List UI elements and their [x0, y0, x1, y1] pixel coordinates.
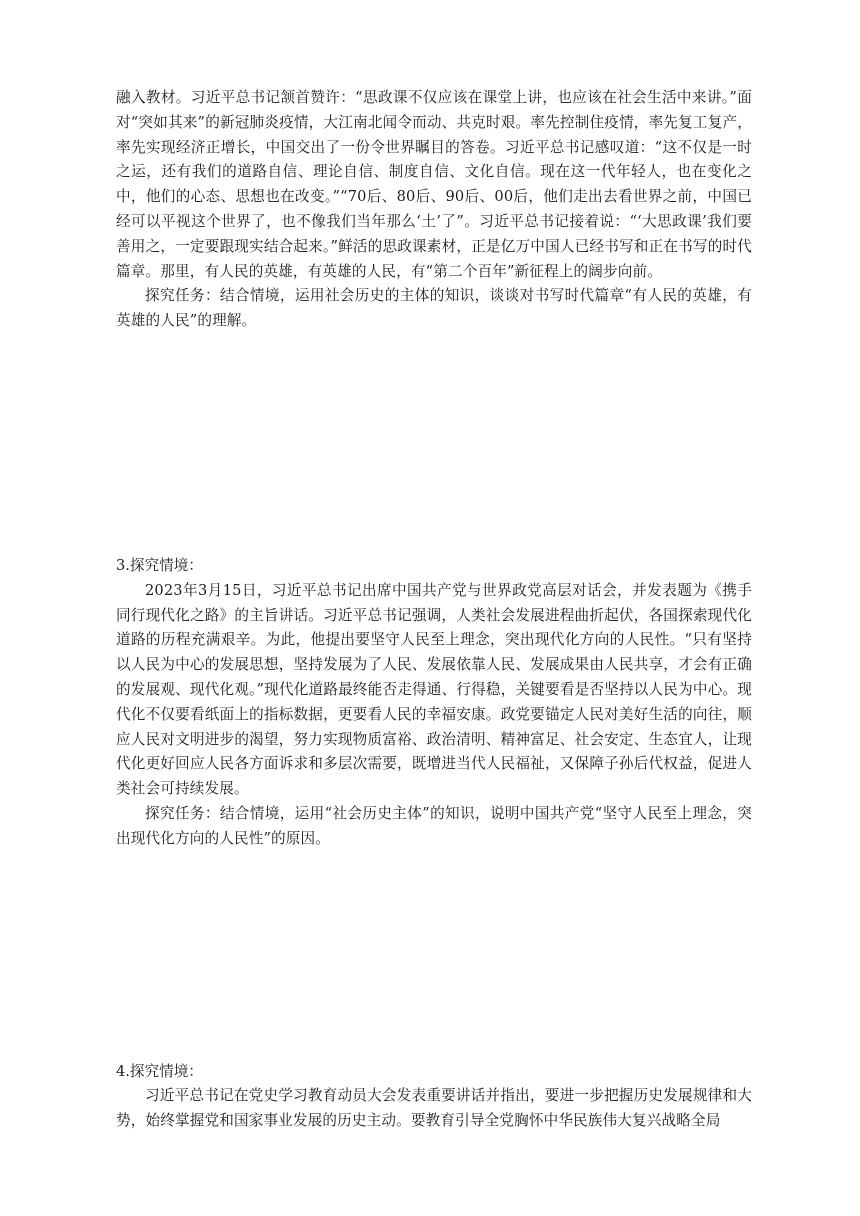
section3-task: 探究任务：结合情境，运用“社会历史主体”的知识，说明中国共产党“坚守人民至上理念，突出现代化方向的人民性”的原因。	[116, 804, 752, 847]
section3-context: 2023年3月15日，习近平总书记出席中国共产党与世界政党高层对话会，并发表题为《携手同行现代化之路》的主旨讲话。习近平总书记强调，人类社会发展进程曲折起伏，各国探索现代化道路的历程充满艰辛。为此，他提出要坚守人民至上理念，突出现代化方向的人民性。“只有坚持以人民为中心的发展思想，坚持发展为了人民、发展依靠人民、发展成果由人民共享，才会有正确的发展观、现代化观。”现代化道路最终能否走得通、行得稳，关键要看是否坚持以人民为中心。现代化不仅要看纸面上的指标数据，更要看人民的幸福安康。政党要锚定人民对美好生活的向往，顺应人民对文明进步的渴望，努力实现物质富裕、政治清明、精神富足、社会安定、生态宜人，让现代化更好回应人民各方面诉求和多层次需要，既增进当代人民福祉，又保障子孙后代权益，促进人类社会可持续发展。	[116, 581, 752, 798]
section4-heading: 4.探究情境：	[116, 1062, 203, 1080]
document-page	[116, 86, 752, 1134]
section2-context: 融入教材。习近平总书记颔首赞许：“思政课不仅应该在课堂上讲，也应该在社会生活中来讲。”面对“突如其来”的新冠肺炎疫情，大江南北闻令而动、共克时艰。率先控制住疫情，率先复工复产，率先实现经济正增长，中国交出了一份令世界瞩目的答卷。习近平总书记感叹道：“这不仅是一时之运，还有我们的道路自信、理论自信、制度自信、文化自信。现在这一代年轻人，也在变化之中，他们的心态、思想也在改变。”“70后、80后、90后、00后，他们走出去看世界之前，中国已经可以平视这个世界了，也不像我们当年那么‘土’了”。习近平总书记接着说：“‘大思政课’我们要善用之，一定要跟现实结合起来。”鲜活的思政课素材，正是亿万中国人已经书写和正在书写的时代篇章。那里，有人民的英雄，有英雄的人民，有“第二个百年”新征程上的阔步向前。	[116, 89, 752, 280]
answer-space	[116, 852, 752, 1060]
section4-context: 习近平总书记在党史学习教育动员大会发表重要讲话并指出，要进一步把握历史发展规律和大势，始终掌握党和国家事业发展的历史主动。要教育引导全党胸怀中华民族伟大复兴战略全局	[116, 1087, 752, 1130]
section3-heading: 3.探究情境：	[116, 556, 203, 574]
answer-space	[116, 334, 752, 554]
section2-task: 探究任务：结合情境，运用社会历史的主体的知识，谈谈对书写时代篇章“有人民的英雄，有英雄的人民”的理解。	[116, 287, 752, 330]
